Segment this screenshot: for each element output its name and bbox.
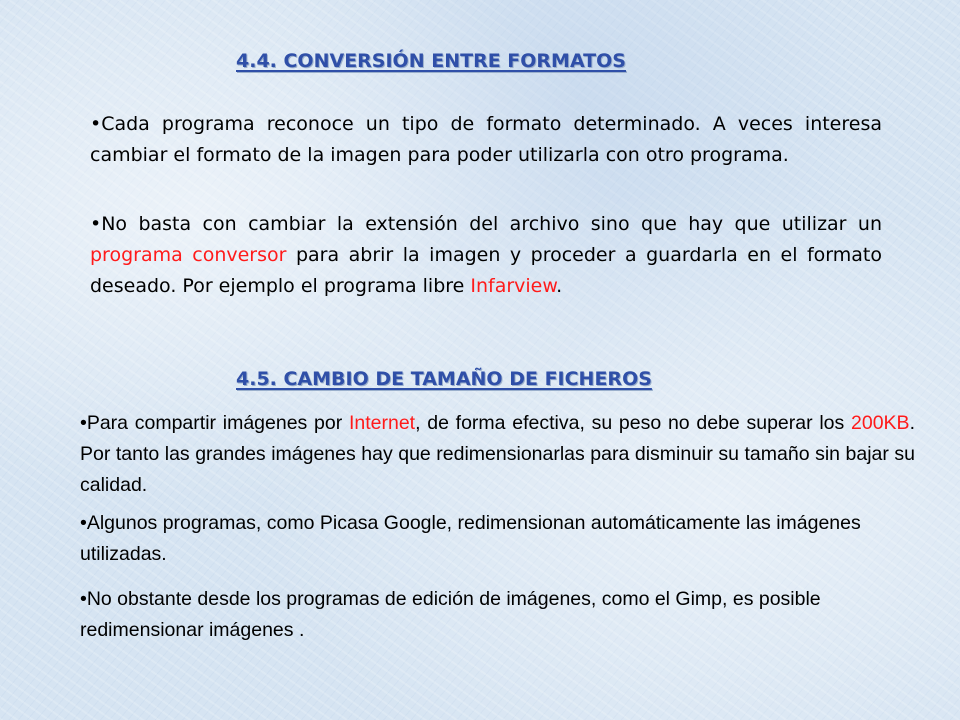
highlight-internet: Internet bbox=[348, 412, 416, 434]
highlight-200kb: 200KB bbox=[851, 412, 910, 434]
section-heading-resize: 4.5. CAMBIO DE TAMAÑO DE FICHEROS bbox=[236, 368, 652, 390]
paragraph-sharing bbox=[80, 408, 915, 501]
text-segment: •No basta con cambiar la extensión del archivo sino que hay que utilizar un bbox=[90, 213, 882, 235]
section-heading-conversion: 4.4. CONVERSIÓN ENTRE FORMATOS bbox=[236, 50, 626, 72]
highlight-infarview: Infarview bbox=[470, 275, 557, 297]
paragraph-formats: •Cada programa reconoce un tipo de formato determinado. A veces interesa cambiar el formato de la imagen para poder utilizarla con otro programa. bbox=[90, 113, 882, 166]
text-segment: , de forma efectiva, su peso no debe superar los bbox=[415, 412, 851, 434]
text-segment: para abrir la imagen y proceder a guardarla en el formato deseado. Por ejemplo el programa libre bbox=[90, 244, 882, 297]
paragraph-conversion bbox=[90, 209, 882, 302]
paragraph-picasa: •Algunos programas, como Picasa Google, redimensionan automáticamente las imágenes utilizadas. bbox=[80, 512, 861, 565]
paragraph-gimp: •No obstante desde los programas de edición de imágenes, como el Gimp, es posible redimensionar imágenes . bbox=[80, 588, 821, 641]
text-segment: . bbox=[556, 275, 563, 297]
text-segment: •Para compartir imágenes por bbox=[80, 412, 349, 434]
text-segment: . Por tanto las grandes imágenes hay que redimensionarlas para disminuir su tamaño sin bajar su calidad. bbox=[80, 412, 915, 496]
highlight-programa-conversor: programa conversor bbox=[90, 244, 287, 266]
